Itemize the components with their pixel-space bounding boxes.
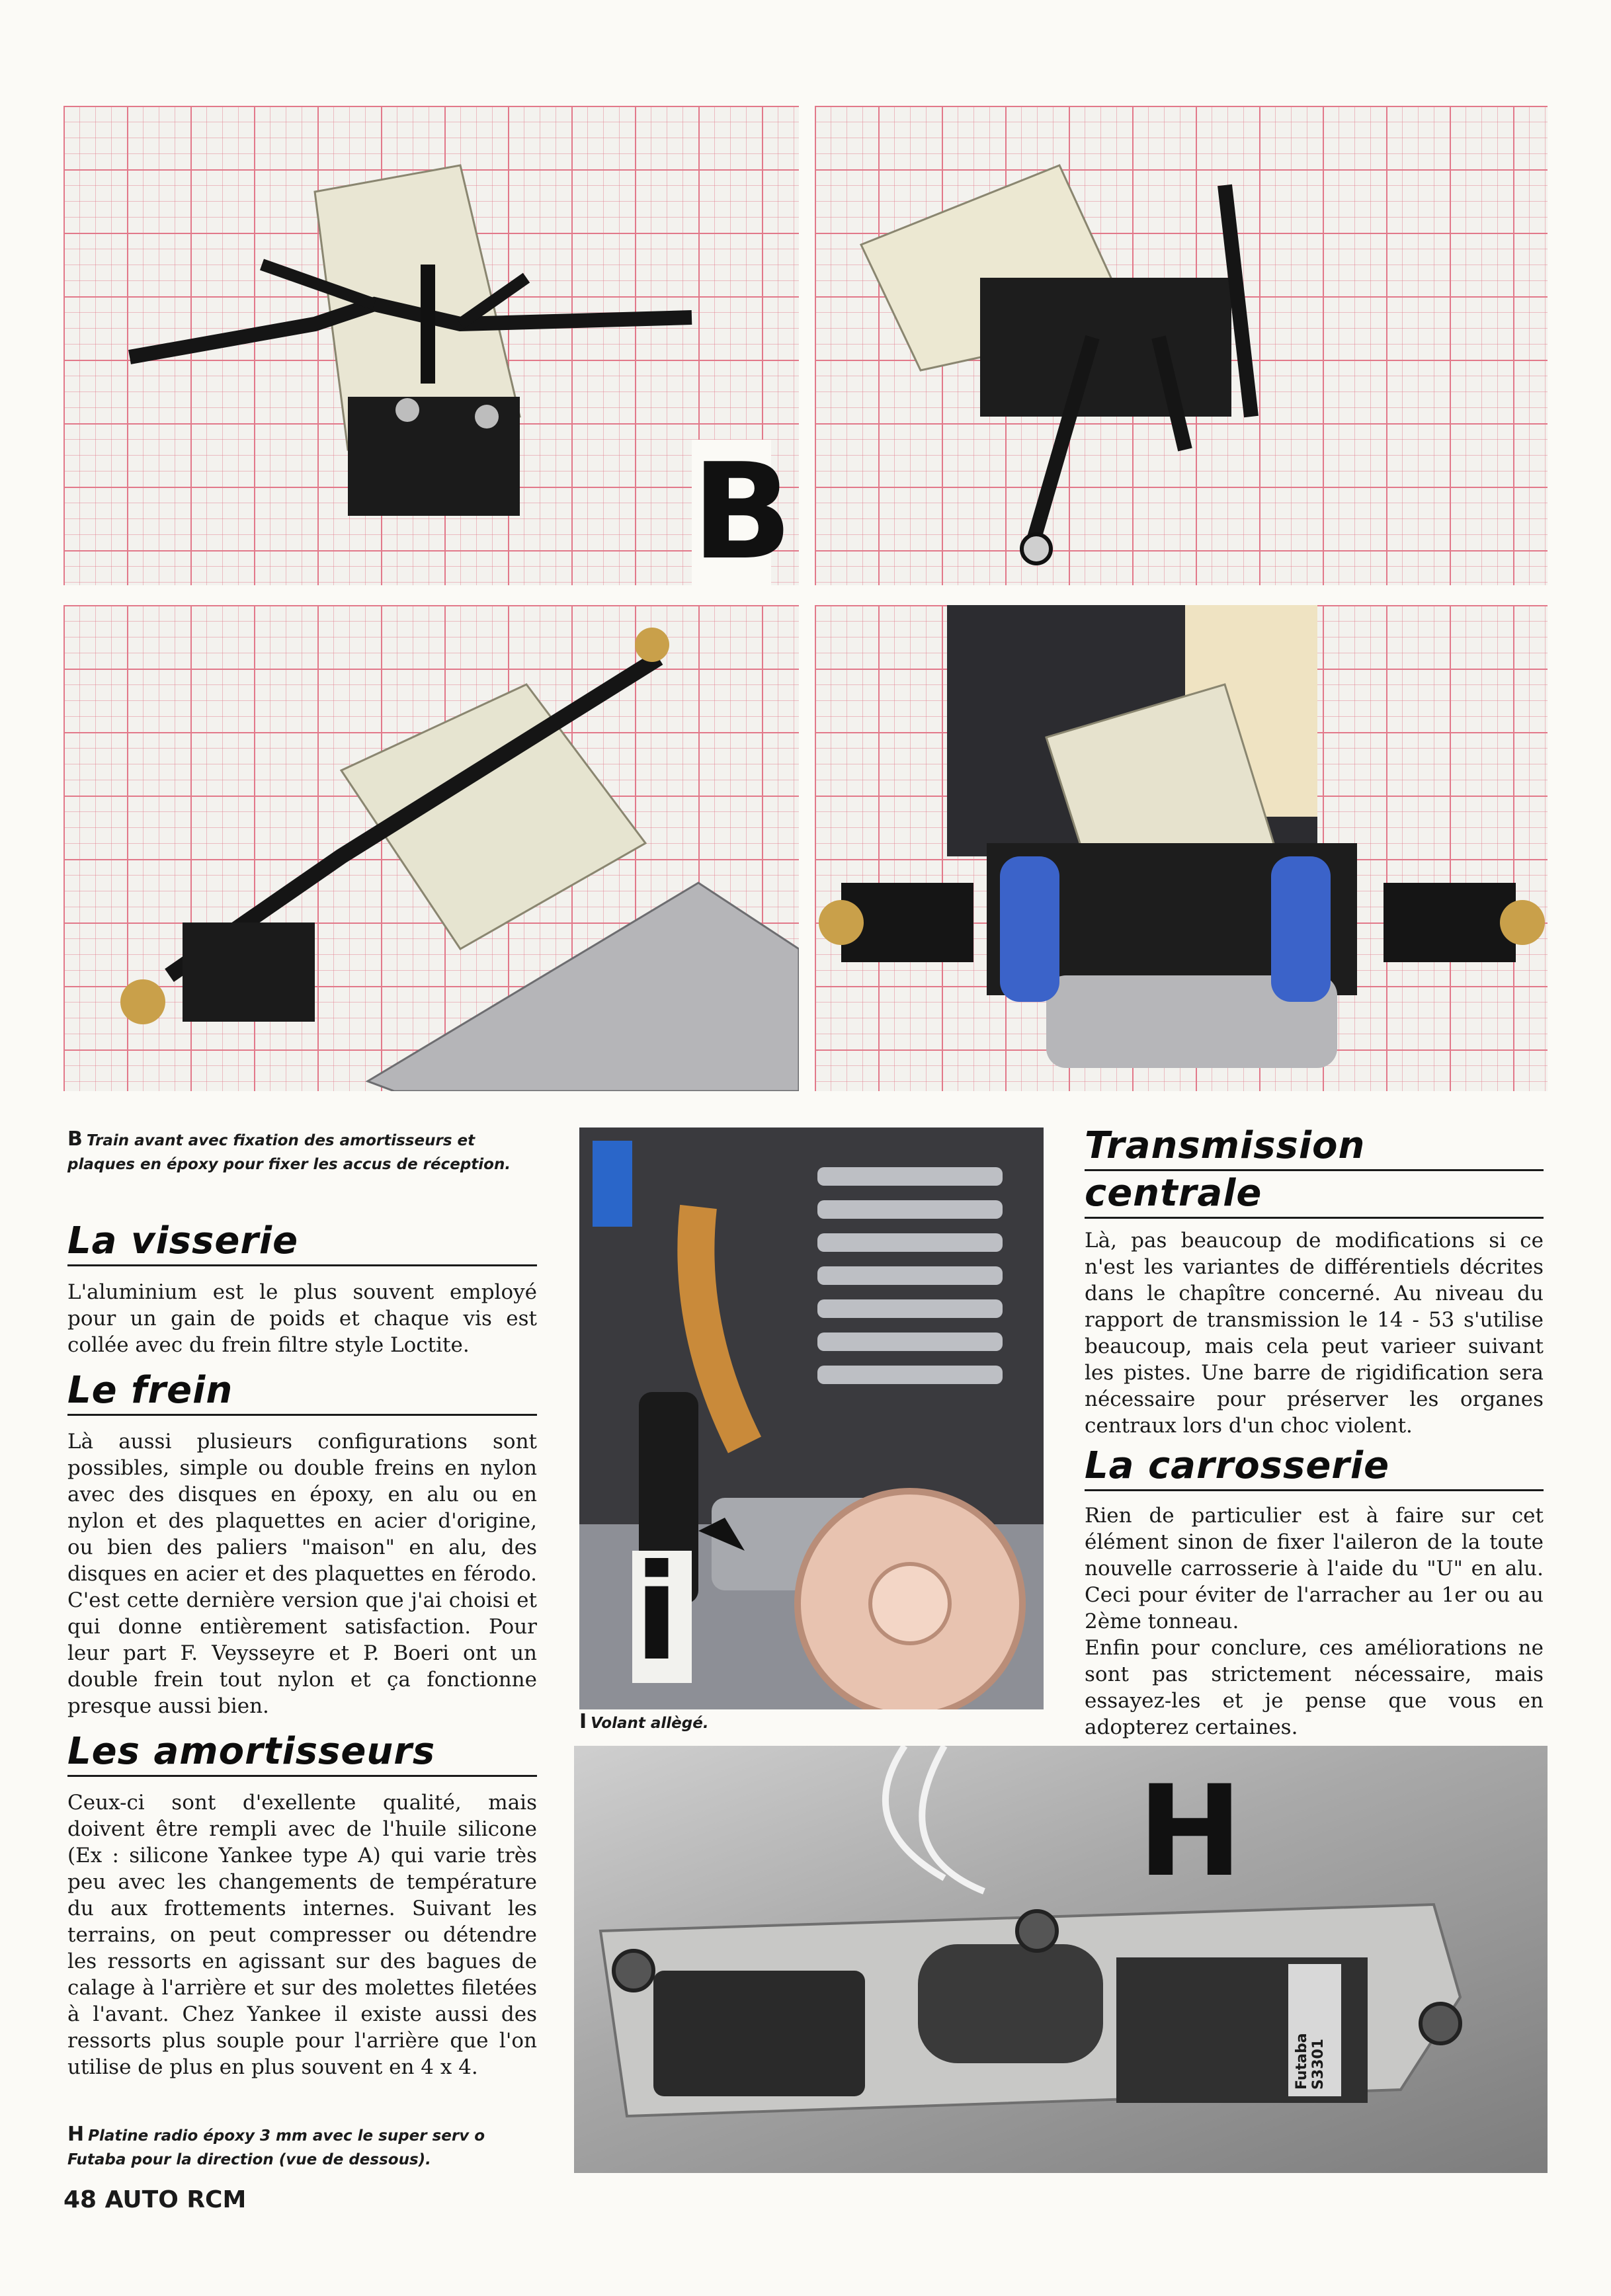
photo-front-train-top-left (63, 106, 799, 585)
caption-i-letter: I (579, 1710, 587, 1733)
heading-la-carrosserie: La carrosserie (1085, 1444, 1544, 1491)
photo-chassis-middle-right (815, 605, 1548, 1091)
chassis-illustration (63, 106, 799, 585)
caption-b (67, 1128, 544, 1176)
caption-h-letter: H (67, 2123, 85, 2146)
heading-le-frein: Le frein (67, 1369, 537, 1416)
body-la-visserie: L'aluminium est le plus souvent employé pour un gain de poids et chaque vis est collée avec du frein filtre style Loctite. (67, 1280, 537, 1357)
heading-la-visserie: La visserie (67, 1219, 537, 1266)
servo-brand: Futaba (1294, 2033, 1310, 2090)
chassis-illustration (63, 605, 799, 1091)
caption-i (579, 1710, 976, 1735)
servo-model: S3301 (1310, 2038, 1327, 2090)
body-le-frein: Là aussi plusieurs configurations sont possibles, simple ou double freins en nylon avec des disques en époxy, en alu ou en nylon et des plaquettes en acier d'origine, ou bien des paliers "maison" en alu, des disques en acier et des plaquettes en férodo. C'est cette dernière version que j'ai choisi et qui donne entièrement satisfaction. Pour leur part F. Veysseyre et P. Boeri ont un double frein tout nylon et ça fonctionne presque aussi bien. (67, 1430, 537, 1718)
caption-b-letter: B (67, 1128, 83, 1151)
caption-h-text: Platine radio époxy 3 mm avec le super serv o Futaba pour la direction (vue de dessous). (67, 2127, 485, 2168)
heading-les-amortisseurs: Les amortisseurs (67, 1730, 537, 1777)
photo-radio-plate (574, 1746, 1548, 2173)
photo-label-h: H (1137, 1758, 1243, 1905)
chassis-illustration (815, 605, 1548, 1091)
heading-transmission: Transmission (1085, 1124, 1544, 1171)
body-la-carrosserie-p2: Enfin pour conclure, ces améliorations ne sont pas strictement nécessaire, mais essayez-les et je pense que vous en adopterez certaines. (1085, 1636, 1544, 1739)
body-transmission-centrale: Là, pas beaucoup de modifications si ce n'est les variantes de différentiels décrites dans le chapître concerné. Au niveau du rapport de transmission le 14 - 53 s'utilise beaucoup, mais cela peut varieer suivant les pistes. Une barre de rigidification sera nécessaire pour préserver les organes centraux lors d'un choc violent. (1085, 1229, 1544, 1438)
page-number: 48 (63, 2186, 97, 2213)
caption-b-text: Train avant avec fixation des amortisseurs et plaques en époxy pour fixer les accus de réception. (67, 1132, 511, 1173)
radio-plate-illustration (574, 1746, 1548, 2173)
body-les-amortisseurs: Ceux-ci sont d'exellente qualité, mais doivent être rempli avec de l'huile silicone (Ex : silicone Yankee type A) qui varie très peu avec les changements de température du aux frottements internes. Suivant les terrains, on peut compresser ou détendre les ressorts en agissant sur des bagues de calage à l'arrière et sur des molettes filetées à l'avant. Chez Yankee il existe aussi des ressorts plus souple pour l'arrière que l'on utilise de plus en plus souvent en 4 x 4. (67, 1791, 537, 2079)
heading-centrale: centrale (1085, 1172, 1544, 1219)
photo-engine-flywheel (579, 1128, 1044, 1709)
photo-chassis-middle-left (63, 605, 799, 1091)
photo-front-train-top-right (815, 106, 1548, 585)
body-la-carrosserie-p1: Rien de particulier est à faire sur cet élément sinon de fixer l'aileron de la toute nouvelle carrosserie à l'aide du "U" en alu. Ceci pour éviter de l'arracher au 1er ou au 2ème tonneau. (1085, 1504, 1544, 1633)
magazine-name: AUTO RCM (104, 2186, 247, 2213)
servo-label (1294, 1984, 1336, 2090)
page-footer (63, 2186, 394, 2213)
caption-i-text: Volant allègé. (591, 1715, 709, 1732)
body-la-carrosserie (1085, 1502, 1544, 1741)
caption-h (67, 2123, 544, 2172)
chassis-illustration (815, 106, 1548, 585)
photo-label-b: B (692, 435, 793, 585)
photo-label-i: i (634, 1536, 680, 1690)
